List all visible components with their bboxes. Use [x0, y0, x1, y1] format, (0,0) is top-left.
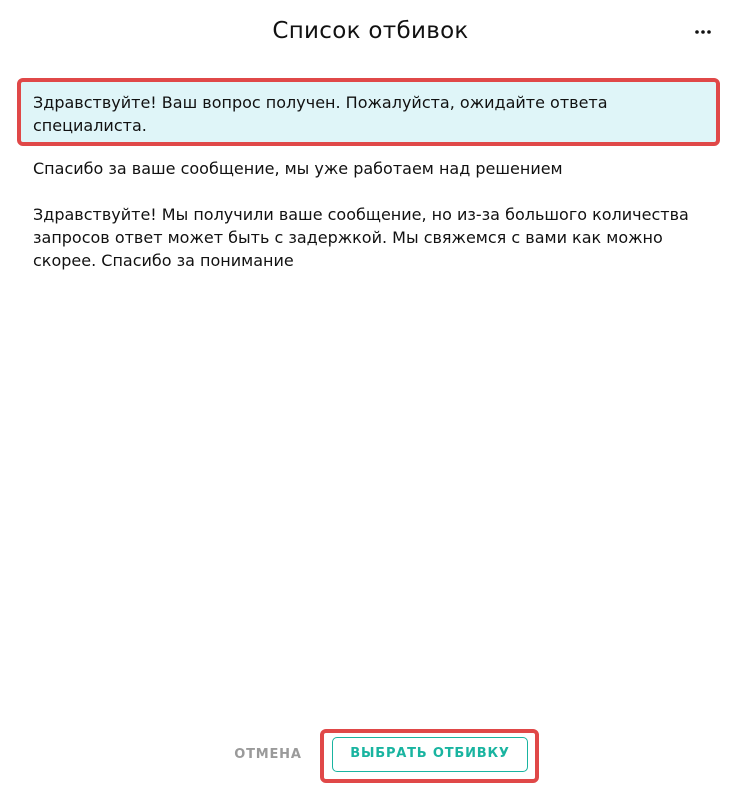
dialog-header	[0, 0, 741, 70]
reply-text: Здравствуйте! Мы получили ваше сообщение, но из-за большого количества запросов ответ может быть с задержкой. Мы свяжемся с вами как можно скорее. Спасибо за понимание	[33, 205, 689, 270]
more-horizontal-icon	[694, 29, 712, 35]
dialog-title: Список отбивок	[272, 18, 469, 44]
reply-item[interactable]	[17, 148, 720, 191]
reply-item-selected[interactable]	[17, 78, 720, 146]
select-reply-button[interactable]: ВЫБРАТЬ ОТБИВКУ	[332, 737, 528, 772]
cancel-button[interactable]: ОТМЕНА	[234, 747, 302, 762]
reply-text: Спасибо за ваше сообщение, мы уже работаем над решением	[33, 159, 563, 178]
more-options-button[interactable]	[691, 20, 715, 44]
reply-item[interactable]	[17, 194, 720, 272]
reply-list	[17, 78, 722, 272]
dialog-footer	[0, 728, 741, 784]
reply-text: Здравствуйте! Ваш вопрос получен. Пожалуйста, ожидайте ответа специалиста.	[33, 93, 608, 135]
